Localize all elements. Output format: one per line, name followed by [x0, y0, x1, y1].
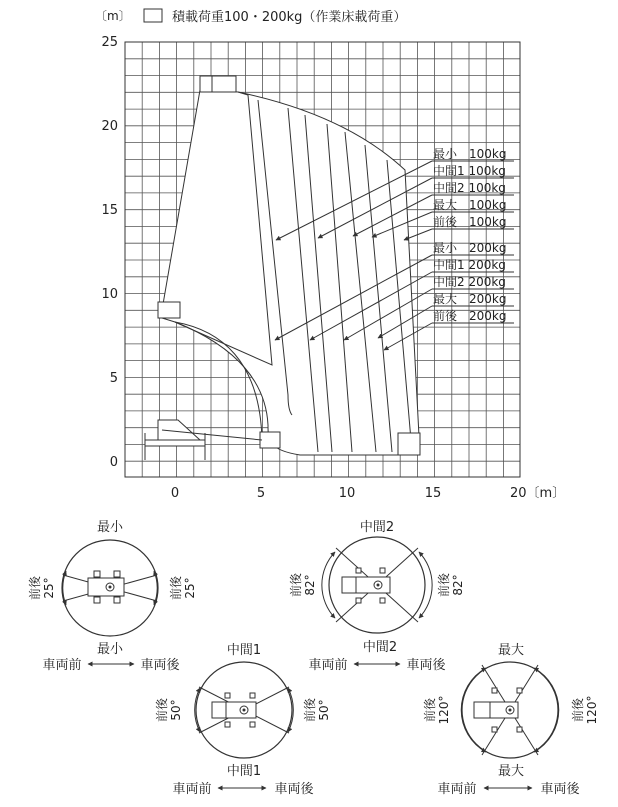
dir-front-label: 車両前 — [308, 658, 348, 673]
label-mid2-200: 中間2 200kg — [433, 275, 506, 289]
x-tick-label: 15 — [424, 486, 442, 501]
x-tick-label: 5 — [256, 486, 266, 501]
dir-front-label: 車両前 — [437, 782, 477, 797]
dir-front-label: 車両前 — [172, 782, 212, 797]
slew-diagram-max — [422, 642, 599, 797]
slew-mid1-bottom: 中間1 — [226, 764, 262, 779]
label-fr-200: 前後 200kg — [433, 309, 507, 323]
dir-rear-label: 車両後 — [406, 658, 446, 673]
slew-mid2-left-angle: 82° — [303, 574, 317, 596]
y-tick-label: 10 — [101, 287, 118, 302]
slew-max-left-angle: 120° — [437, 695, 451, 725]
y-tick-label: 15 — [101, 203, 118, 218]
slew-mid2-right: 前後 — [437, 572, 451, 598]
label-max-100: 最大 100kg — [433, 198, 507, 212]
label-min-200: 最小 200kg — [433, 241, 507, 255]
x-unit-label: 20〔m〕 — [510, 486, 566, 501]
slew-diagram-mid2 — [288, 519, 465, 673]
slew-mid2-bottom: 中間2 — [362, 640, 398, 655]
slew-mid2-right-angle: 82° — [451, 574, 465, 596]
platform-low — [260, 432, 280, 448]
slew-mid2-left: 前後 — [289, 572, 303, 598]
slew-min-left-angle: 25° — [42, 577, 56, 599]
slew-min-right: 前後 — [169, 575, 183, 601]
legend-label: 積載荷重100・200kg（作業床載荷重） — [172, 10, 407, 25]
slew-max-bottom: 最大 — [497, 764, 525, 779]
x-tick-label: 0 — [170, 486, 180, 501]
slew-mid2-title: 中間2 — [359, 520, 395, 535]
dir-rear-label: 車両後 — [540, 782, 580, 797]
slew-mid1-left-angle: 50° — [169, 699, 183, 721]
dir-front-label: 車両前 — [42, 658, 82, 673]
label-mid1-100: 中間1 100kg — [433, 164, 506, 178]
x-axis-labels — [171, 486, 565, 501]
y-tick-label: 20 — [101, 119, 118, 134]
platform-front — [398, 433, 420, 455]
y-tick-label: 25 — [101, 35, 118, 50]
slew-mid1-right: 前後 — [303, 697, 317, 723]
y-axis-labels — [101, 35, 118, 470]
slew-diagram-min — [27, 520, 197, 673]
dir-rear-label: 車両後 — [140, 658, 180, 673]
slew-min-left: 前後 — [28, 575, 42, 601]
slew-min-right-angle: 25° — [183, 577, 197, 599]
slew-max-right: 前後 — [571, 697, 585, 723]
slew-mid1-title: 中間1 — [226, 643, 262, 658]
label-mid2-100: 中間2 100kg — [433, 181, 506, 195]
slew-min-title: 最小 — [96, 520, 124, 535]
x-tick-label: 10 — [338, 486, 356, 501]
label-mid1-200: 中間1 200kg — [433, 258, 506, 272]
slew-mid1-right-angle: 50° — [317, 699, 331, 721]
y-tick-label: 5 — [109, 371, 118, 386]
label-max-200: 最大 200kg — [433, 292, 507, 306]
platform-far — [158, 302, 180, 318]
work-envelope — [162, 90, 420, 455]
y-unit-label: 〔m〕 — [95, 9, 131, 23]
label-min-100: 最小 100kg — [433, 147, 507, 161]
slew-max-title: 最大 — [497, 643, 525, 658]
slew-max-left: 前後 — [423, 697, 437, 723]
slew-mid1-left: 前後 — [155, 697, 169, 723]
platform-top — [200, 76, 236, 92]
dir-rear-label: 車両後 — [274, 782, 314, 797]
slew-max-right-angle: 120° — [585, 695, 599, 725]
vehicle-body — [145, 440, 205, 446]
label-fr-100: 前後 100kg — [433, 215, 507, 229]
legend-swatch — [144, 9, 162, 22]
slew-min-bottom: 最小 — [96, 642, 124, 657]
y-tick-label: 0 — [109, 455, 118, 470]
slew-diagram-mid1 — [154, 642, 331, 797]
